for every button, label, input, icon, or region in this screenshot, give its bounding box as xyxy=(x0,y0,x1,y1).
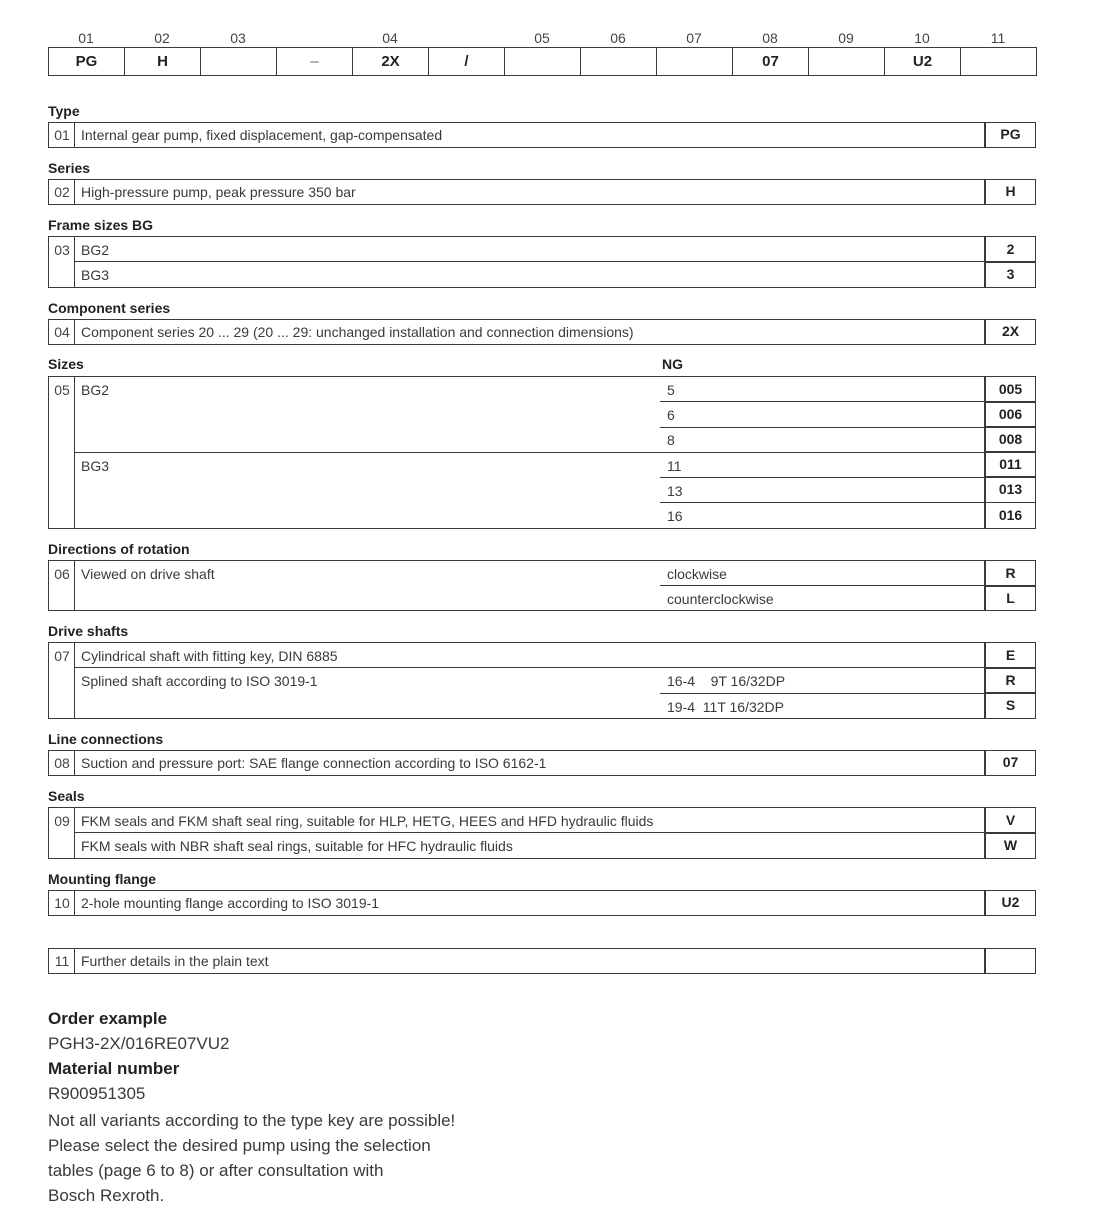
key-cell-06 xyxy=(580,47,657,76)
value-box: PG xyxy=(985,122,1036,148)
group-divider xyxy=(75,452,984,453)
row-text: Component series 20 ... 29 (20 ... 29: unchanged installation and connection dimensions) xyxy=(81,324,634,340)
row-divider xyxy=(660,585,984,586)
ng-value: 11 xyxy=(667,458,682,474)
value-box: 07 xyxy=(985,750,1036,776)
section-title-component-series: Component series xyxy=(48,300,171,316)
value-box: 005 xyxy=(985,376,1036,403)
section-title-frame-sizes: Frame sizes BG xyxy=(48,217,154,233)
row-divider xyxy=(75,667,984,668)
key-cell-07 xyxy=(656,47,733,76)
group-label-bg3: BG3 xyxy=(81,458,110,474)
row-divider xyxy=(660,401,984,402)
section-title-series: Series xyxy=(48,160,91,176)
code-number: 01 xyxy=(54,127,70,143)
ng-value: 5 xyxy=(667,382,675,398)
value-box: 011 xyxy=(985,451,1036,478)
sizes-table xyxy=(48,376,985,529)
row-divider xyxy=(660,477,984,478)
key-label-10: 10 xyxy=(914,30,930,46)
frame-sizes-table xyxy=(48,236,985,288)
section-title-mounting-flange: Mounting flange xyxy=(48,871,157,887)
key-cell-10: U2 xyxy=(884,47,961,76)
line-connections-table xyxy=(48,750,985,776)
seals-table xyxy=(48,807,985,859)
value-box: W xyxy=(985,832,1036,859)
row-text: Internal gear pump, fixed displacement, gap-compensated xyxy=(81,127,443,143)
note-line: Not all variants according to the type key are possible! xyxy=(48,1111,456,1130)
row-text: FKM seals with NBR shaft seal rings, suitable for HFC hydraulic fluids xyxy=(81,838,513,854)
key-label-08: 08 xyxy=(762,30,778,46)
key-cell-11 xyxy=(960,47,1037,76)
section-title-sizes: Sizes xyxy=(48,356,84,372)
row-text: High-pressure pump, peak pressure 350 bar xyxy=(81,184,356,200)
row-divider xyxy=(660,502,984,503)
note-line: Please select the desired pump using the selection xyxy=(48,1136,431,1155)
row-text: Further details in the plain text xyxy=(81,953,269,969)
row-divider xyxy=(75,832,984,833)
code-number: 06 xyxy=(54,566,70,582)
key-label-06: 06 xyxy=(610,30,626,46)
order-example-label: Order example xyxy=(48,1009,168,1028)
order-example-value: PGH3-2X/016RE07VU2 xyxy=(48,1034,230,1053)
code-column xyxy=(49,377,75,528)
key-label-03: 03 xyxy=(230,30,246,46)
code-number: 05 xyxy=(54,382,70,398)
key-cell-02: H xyxy=(124,47,201,76)
key-cell-slash: / xyxy=(428,47,505,76)
key-cell-09 xyxy=(808,47,885,76)
row-divider xyxy=(660,427,984,428)
code-number: 08 xyxy=(54,755,70,771)
value-box: 2 xyxy=(985,236,1036,263)
row-text: BG2 xyxy=(81,242,110,258)
code-number: 07 xyxy=(54,648,70,664)
section-title-drive-shafts: Drive shafts xyxy=(48,623,129,639)
value-box: H xyxy=(985,179,1036,205)
key-label-05: 05 xyxy=(534,30,550,46)
code-number: 09 xyxy=(54,813,70,829)
key-cell-05 xyxy=(504,47,581,76)
section-title-seals: Seals xyxy=(48,788,85,804)
key-label-01: 01 xyxy=(78,30,94,46)
key-label-07: 07 xyxy=(686,30,702,46)
row-text: Splined shaft according to ISO 3019-1 xyxy=(81,673,318,689)
value-box: R xyxy=(985,667,1036,694)
key-label-04: 04 xyxy=(382,30,398,46)
value-box: U2 xyxy=(985,890,1036,916)
row-text: Suction and pressure port: SAE flange connection according to ISO 6162-1 xyxy=(81,755,547,771)
value-box: 013 xyxy=(985,476,1036,503)
value-box: L xyxy=(985,585,1036,611)
rotation-option: clockwise xyxy=(667,566,727,582)
code-number: 03 xyxy=(54,242,70,258)
code-number: 10 xyxy=(54,895,70,911)
value-box xyxy=(985,948,1036,974)
section-title-type: Type xyxy=(48,103,80,119)
row-text: BG3 xyxy=(81,267,110,283)
rotation-option: counterclockwise xyxy=(667,591,774,607)
value-box: 3 xyxy=(985,261,1036,288)
code-number: 11 xyxy=(54,953,70,969)
ng-header: NG xyxy=(662,356,683,372)
shaft-option: 16-4 9T 16/32DP xyxy=(667,673,786,689)
rotation-table xyxy=(48,560,985,611)
value-box: V xyxy=(985,807,1036,834)
key-cell-03 xyxy=(200,47,277,76)
group-label-bg2: BG2 xyxy=(81,382,110,398)
shaft-option: 19-4 11T 16/32DP xyxy=(667,699,785,715)
material-number-value: R900951305 xyxy=(48,1084,146,1103)
key-label-09: 09 xyxy=(838,30,854,46)
ng-value: 16 xyxy=(667,508,683,524)
key-cell-04: 2X xyxy=(352,47,429,76)
ng-value: 8 xyxy=(667,432,675,448)
section-title-line-connections: Line connections xyxy=(48,731,164,747)
key-label-02: 02 xyxy=(154,30,170,46)
row-text: Cylindrical shaft with fitting key, DIN 6885 xyxy=(81,648,338,664)
row-divider xyxy=(75,261,984,262)
ng-value: 6 xyxy=(667,407,675,423)
value-box: 2X xyxy=(985,319,1036,345)
material-number-label: Material number xyxy=(48,1059,180,1078)
key-cell-dash: – xyxy=(276,47,353,76)
row-text: FKM seals and FKM shaft seal ring, suitable for HLP, HETG, HEES and HFD hydraulic fluids xyxy=(81,813,654,829)
value-box: S xyxy=(985,692,1036,719)
further-details-table xyxy=(48,948,985,974)
key-cell-08: 07 xyxy=(732,47,809,76)
key-cell-01: PG xyxy=(48,47,125,76)
mounting-flange-table xyxy=(48,890,985,916)
type-table xyxy=(48,122,985,148)
value-box: 006 xyxy=(985,401,1036,428)
note-line: Bosch Rexroth. xyxy=(48,1186,165,1205)
component-series-table xyxy=(48,319,985,345)
section-title-rotation: Directions of rotation xyxy=(48,541,190,557)
value-box: 008 xyxy=(985,426,1036,453)
code-number: 02 xyxy=(54,184,70,200)
key-label-11: 11 xyxy=(990,30,1006,46)
row-text: 2-hole mounting flange according to ISO 3019-1 xyxy=(81,895,380,911)
code-number: 04 xyxy=(54,324,70,340)
row-text: Viewed on drive shaft xyxy=(81,566,215,582)
value-box: 016 xyxy=(985,502,1036,529)
value-box: E xyxy=(985,642,1036,669)
ng-value: 13 xyxy=(667,483,683,499)
series-table xyxy=(48,179,985,205)
drive-shafts-table xyxy=(48,642,985,719)
value-box: R xyxy=(985,560,1036,587)
row-divider xyxy=(660,693,984,694)
note-line: tables (page 6 to 8) or after consultation with xyxy=(48,1161,384,1180)
